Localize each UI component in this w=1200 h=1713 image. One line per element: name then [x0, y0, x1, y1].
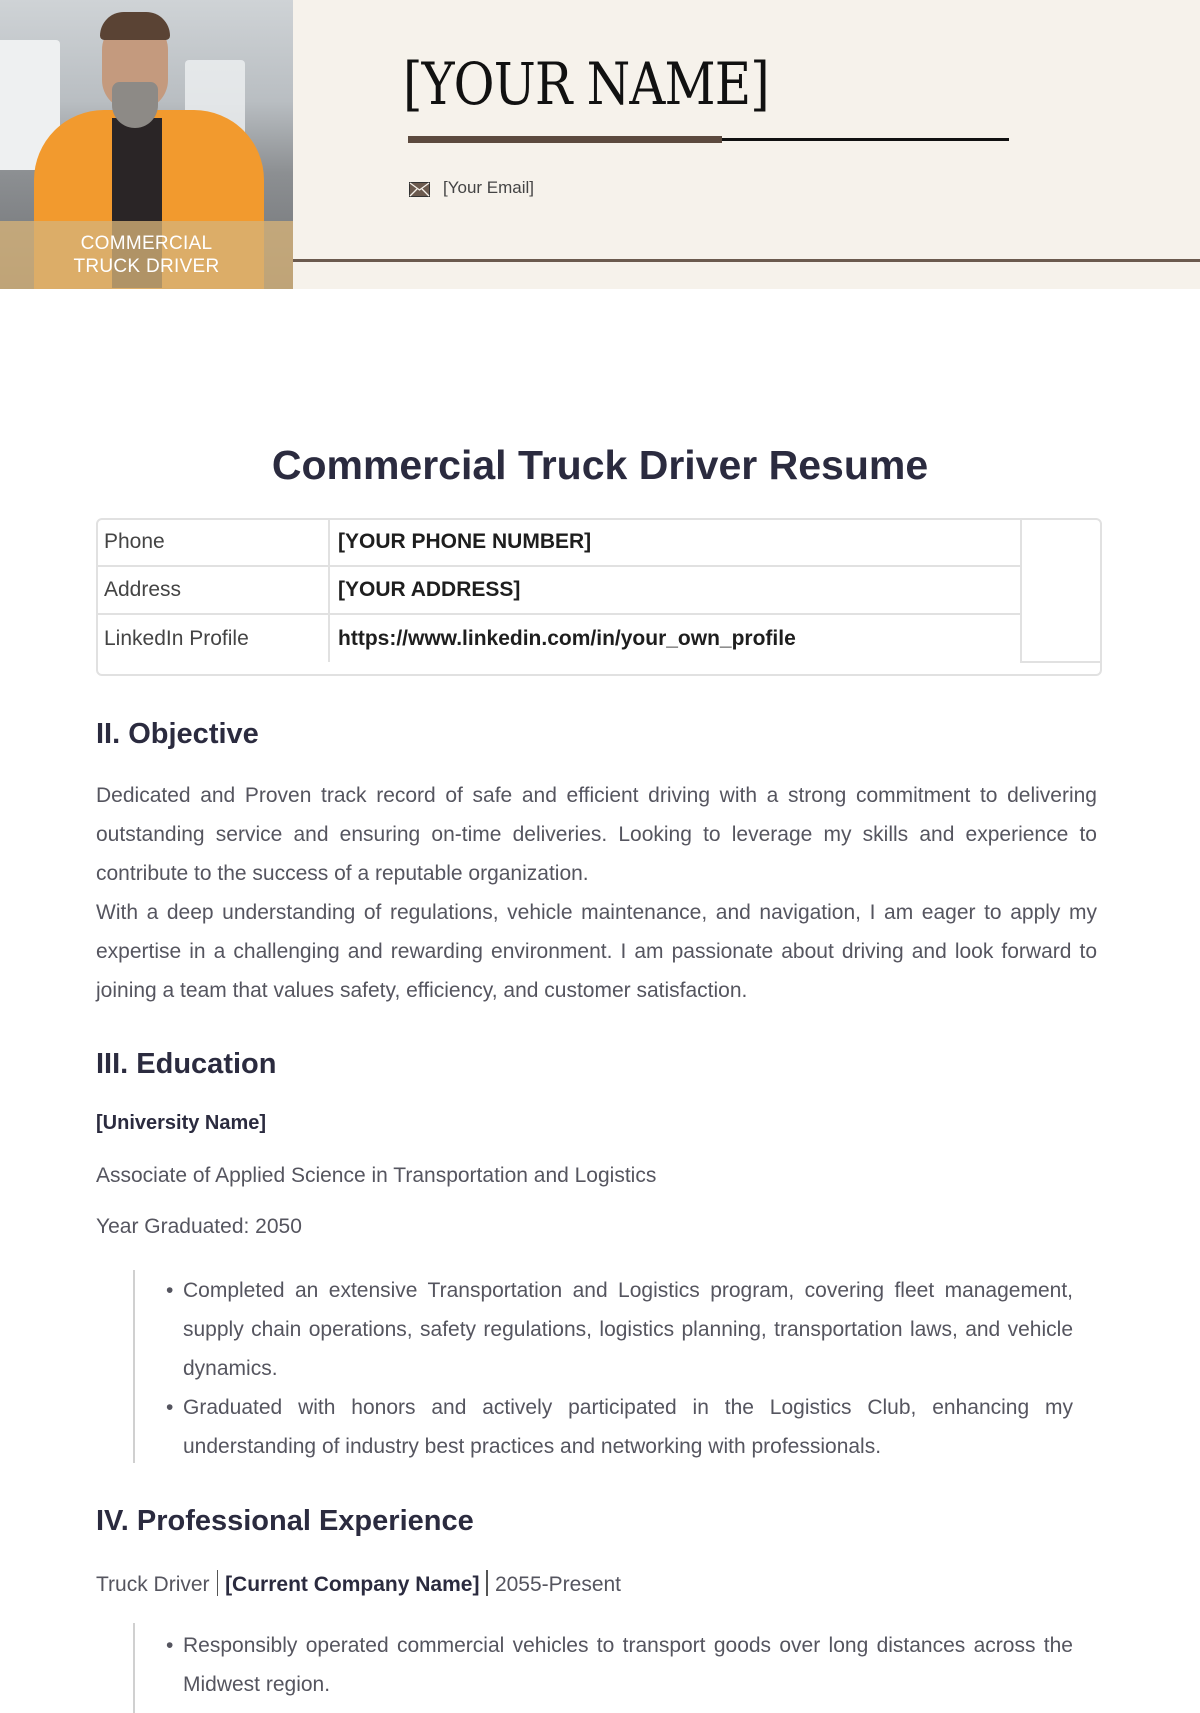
contact-label: Address [96, 566, 329, 614]
envelope-icon [409, 182, 430, 197]
degree: Associate of Applied Science in Transportation and Logistics [96, 1164, 657, 1187]
caption-line-2: TRUCK DRIVER [73, 256, 220, 277]
education-heading: III. Education [96, 1048, 277, 1080]
job-period: 2055-Present [494, 1573, 622, 1596]
table-row [96, 614, 1102, 662]
hair-shape [100, 12, 170, 40]
objective-text [96, 776, 1097, 1010]
name-underline-thick [408, 136, 722, 143]
company-name: [Current Company Name] [225, 1573, 480, 1596]
experience-quote-bar [133, 1623, 135, 1713]
objective-paragraph: With a deep understanding of regulations, vehicle maintenance, and navigation, I am eager to apply my expertise in a challenging and rewarding environment. I am passionate about driving and look forward to joining a team that values safety, efficiency, and customer satisfaction. [96, 901, 1097, 1002]
job-role: Truck Driver [96, 1573, 210, 1596]
experience-heading: IV. Professional Experience [96, 1505, 474, 1537]
resume-header [0, 0, 1200, 289]
empty-cell [1021, 518, 1102, 662]
education-quote-bar [133, 1270, 135, 1463]
contact-label: Phone [96, 518, 329, 566]
table-row [96, 566, 1102, 614]
contact-label: LinkedIn Profile [96, 614, 329, 662]
photo-caption [0, 221, 293, 289]
list-item: • Graduated with honors and actively participated in the Logistics Club, enhancing my understanding of industry best practices and networking with professionals. [166, 1388, 1073, 1466]
beard-shape [112, 82, 158, 128]
caption-line-1: COMMERCIAL [80, 233, 213, 254]
contact-value: [YOUR PHONE NUMBER] [329, 518, 1021, 566]
experience-bullets [166, 1626, 1073, 1704]
header-divider [293, 259, 1200, 262]
university-name: [University Name] [96, 1112, 267, 1134]
list-item: • Completed an extensive Transportation and Logistics program, covering fleet management, supply chain operations, safety regulations, logistics planning, transportation laws, and vehicle dynamics. [166, 1271, 1073, 1388]
separator [486, 1570, 488, 1596]
education-bullets [166, 1271, 1073, 1466]
document-title: Commercial Truck Driver Resume [271, 442, 929, 488]
contact-value[interactable]: https://www.linkedin.com/in/your_own_profile [329, 614, 1021, 662]
graduation-year: Year Graduated: 2050 [96, 1215, 302, 1238]
table-row [96, 518, 1102, 566]
contact-value: [YOUR ADDRESS] [329, 566, 1021, 614]
email-text: [Your Email] [443, 178, 535, 197]
list-item: • Responsibly operated commercial vehicles to transport goods over long distances across the Midwest region. [166, 1626, 1073, 1704]
separator [217, 1570, 219, 1596]
job-line [96, 1570, 621, 1597]
contact-table [96, 518, 1102, 663]
objective-heading: II. Objective [96, 718, 259, 750]
name-underline-thin [722, 138, 1009, 141]
objective-paragraph: Dedicated and Proven track record of safe and efficient driving with a strong commitment to delivering outstanding service and ensuring on-time deliveries. Looking to leverage my skills and experience to contribute to the success of a reputable organization. [96, 784, 1097, 885]
candidate-name: [YOUR NAME] [403, 50, 769, 118]
